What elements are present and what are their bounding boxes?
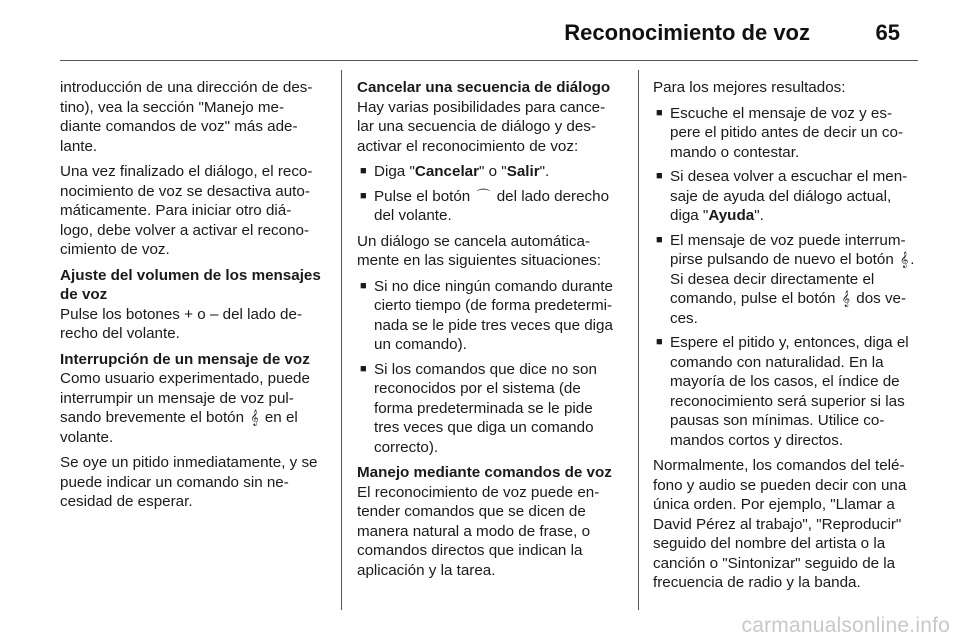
voice-button-icon: 𝄞 bbox=[250, 409, 259, 425]
voice-button-icon: 𝄞 bbox=[841, 290, 851, 306]
paragraph: introducción de una dirección de des-tino), vea la sección "Manejo me-diante comandos de voz" más ade-lante. bbox=[60, 79, 313, 155]
list-item: ■ Si no dice ningún comando durante cierto tiempo (de forma predetermi-nada se le pide tres veces que diga un comando). bbox=[360, 277, 613, 353]
paragraph: Una vez finalizado el diálogo, el reco-nocimiento de voz se desactiva auto-máticamente. Para iniciar otro diá-logo, debe volver a activar el recono-cimiento de voz. bbox=[60, 163, 313, 258]
header-divider bbox=[60, 60, 918, 61]
bullet-list bbox=[357, 162, 619, 226]
column-3 bbox=[653, 78, 915, 599]
list-item: ■ El mensaje de voz puede interrum-pirse pulsando de nuevo el botón 𝄞 . Si desea decir directamente el comando, pulse el botón 𝄞 dos ve-ces. bbox=[656, 231, 915, 327]
bullet-list bbox=[653, 104, 915, 451]
bullet-icon: ■ bbox=[656, 106, 663, 119]
plus-icon: + bbox=[184, 305, 194, 323]
list-item: ■ Espere el pitido y, entonces, diga el comando con naturalidad. En la mayoría de los casos, el índice de reconocimiento será superior si las pausas son mínimas. Utilice co-mandos cortos y directos. bbox=[656, 334, 909, 449]
watermark: carmanualsonline.info bbox=[741, 614, 950, 637]
page-title: Reconocimiento de voz bbox=[564, 20, 810, 45]
voice-button-icon: 𝄞 bbox=[900, 251, 909, 267]
column-1 bbox=[60, 78, 322, 518]
paragraph: Para los mejores resultados: bbox=[653, 79, 846, 96]
bullet-icon: ■ bbox=[360, 189, 367, 202]
paragraph: Pulse los botones + o – del lado de-recho del volante. bbox=[60, 305, 302, 342]
list-item: ■ Si desea volver a escuchar el men-saje de ayuda del diálogo actual, diga "Ayuda". bbox=[656, 168, 908, 224]
minus-icon: – bbox=[209, 305, 219, 323]
bullet-icon: ■ bbox=[656, 233, 663, 246]
bullet-icon: ■ bbox=[360, 362, 367, 375]
list-item: ■ Pulse el botón ⌒ del lado derecho del volante. bbox=[360, 187, 610, 224]
paragraph: Un diálogo se cancela automática-mente en las siguientes situaciones: bbox=[357, 232, 601, 269]
paragraph: Hay varias posibilidades para cance-lar una secuencia de diálogo y des-activar el reconocimiento de voz: bbox=[357, 98, 606, 155]
bullet-icon: ■ bbox=[360, 279, 367, 292]
section-heading: Ajuste del volumen de los mensajes de voz bbox=[60, 266, 321, 303]
column-divider-1 bbox=[341, 70, 342, 610]
hang-up-icon: ⌒ bbox=[476, 187, 491, 204]
bullet-icon: ■ bbox=[656, 170, 663, 182]
paragraph: Como usuario experimentado, puede interrumpir un mensaje de voz pul-sando brevemente el botón 𝄞 en el volante. bbox=[60, 370, 310, 446]
page-number: 65 bbox=[875, 20, 900, 45]
paragraph: El reconocimiento de voz puede en-tender comandos que se dicen de manera natural a modo de frase, o comandos directos que indican la aplicación y la tarea. bbox=[357, 483, 600, 579]
bullet-list bbox=[357, 277, 619, 458]
column-divider-2 bbox=[638, 70, 639, 610]
paragraph: Se oye un pitido inmediatamente, y se puede indicar un comando sin ne-cesidad de esperar. bbox=[60, 454, 318, 510]
paragraph: Normalmente, los comandos del telé-fono y audio se pueden decir con una única orden. Por ejemplo, "Llamar a David Pérez al trabajo", "Reproducir" seguido del nombre del artista o la canción o "Sintonizar" seguido de la frecuencia de radio y la banda. bbox=[653, 457, 907, 591]
list-item: ■ Diga "Cancelar" o "Salir". bbox=[360, 163, 550, 180]
bullet-icon: ■ bbox=[656, 336, 663, 348]
section-heading: Manejo mediante comandos de voz bbox=[357, 464, 612, 481]
column-2 bbox=[357, 78, 619, 586]
section-heading: Interrupción de un mensaje de voz bbox=[60, 350, 310, 368]
section-heading: Cancelar una secuencia de diálogo bbox=[357, 79, 611, 96]
bullet-icon: ■ bbox=[360, 165, 367, 177]
list-item: ■ Escuche el mensaje de voz y es-pere el pitido antes de decir un co-mando o contestar. bbox=[656, 104, 904, 161]
list-item: ■ Si los comandos que dice no son reconocidos por el sistema (de forma predeterminada se le pide tres veces que diga un comando correcto). bbox=[360, 360, 597, 456]
